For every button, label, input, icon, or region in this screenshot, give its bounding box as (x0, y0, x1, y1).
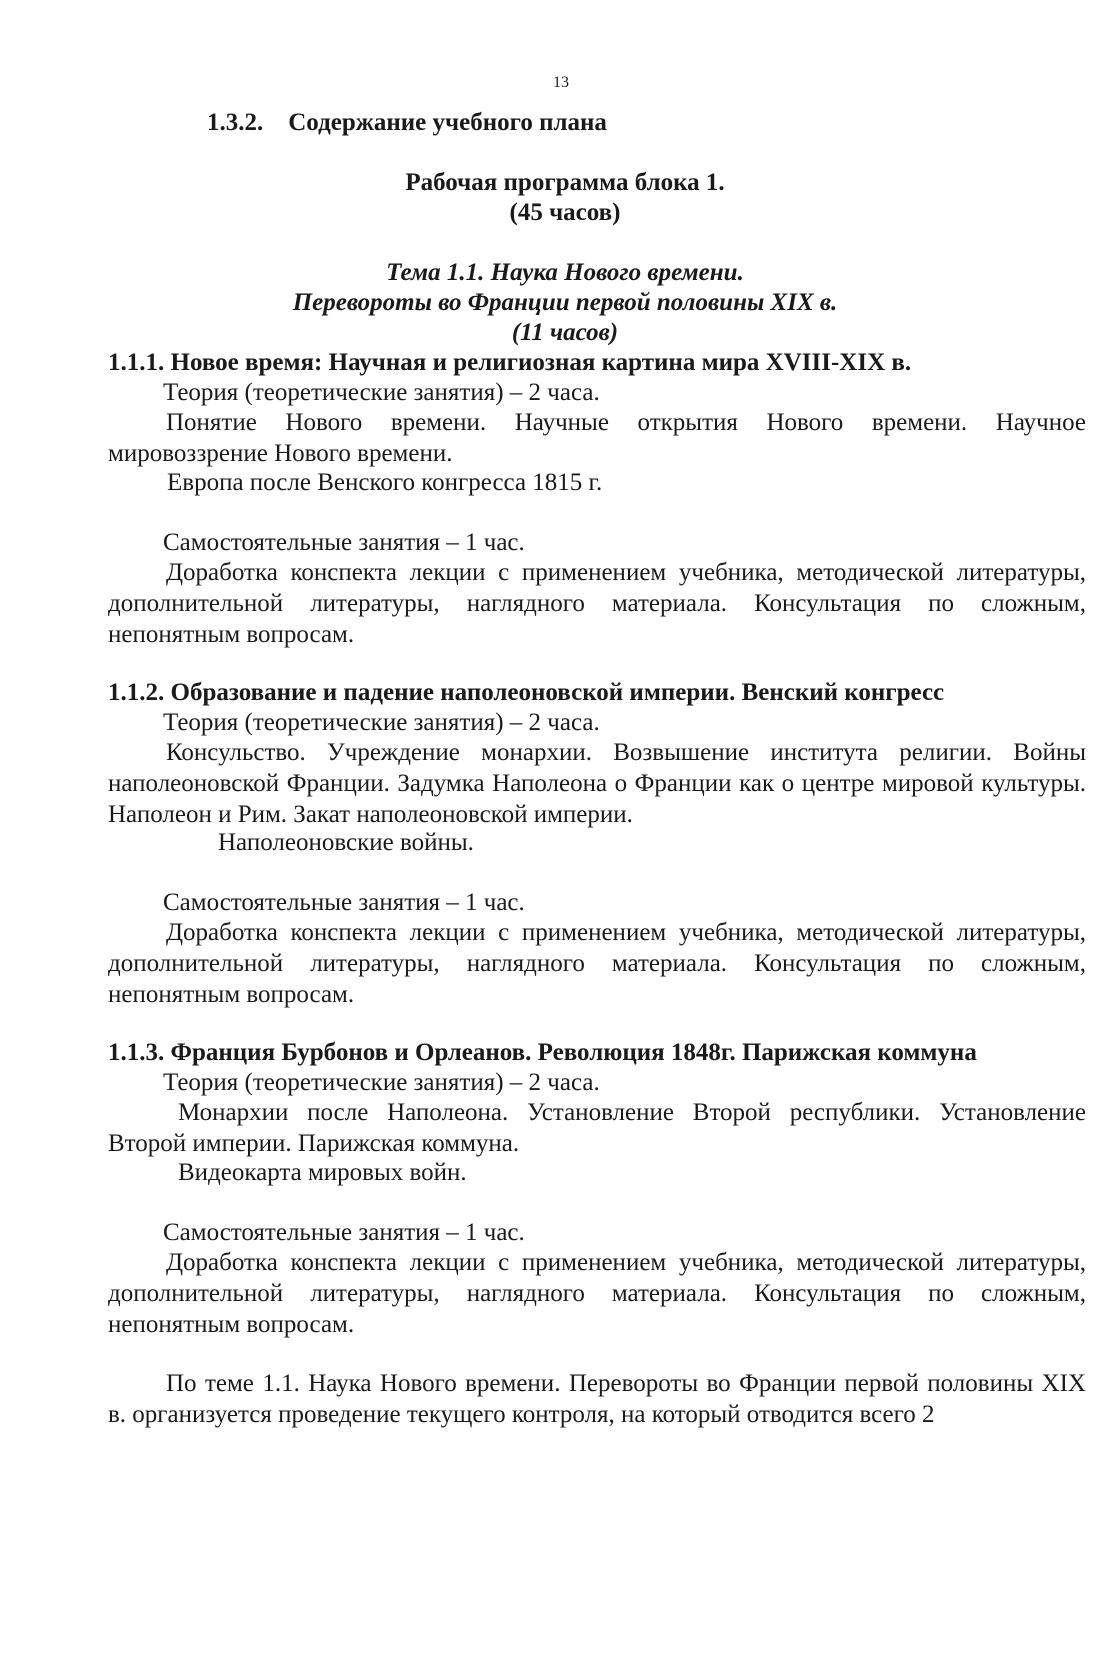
self-study-line: Самостоятельные занятия – 1 час. (163, 889, 525, 916)
self-study-paragraph (108, 917, 1086, 1010)
theory-line: Теория (теоретические занятия) – 2 часа. (163, 379, 600, 406)
content-paragraph (108, 407, 1086, 469)
paragraph-text: Монархии после Наполеона. Установление Второй республики. Установление Второй империи. Парижская коммуна. (108, 1099, 1086, 1157)
paragraph-text: Понятие Нового времени. Научные открытия Нового времени. Научное мировоззрение Нового времени. (108, 409, 1086, 467)
paragraph-text: Доработка конспекта лекции с применением учебника, методической литературы, дополнительной литературы, наглядного материала. Консультация по сложным, непонятным вопросам. (108, 559, 1086, 648)
paragraph-text: Консульство. Учреждение монархии. Возвышение института религии. Войны наполеоновской Франции. Задумка Наполеона о Франции как о центре мировой культуры. Наполеон и Рим. Закат наполеоновской империи. (108, 739, 1086, 828)
self-study-line: Самостоятельные занятия – 1 час. (163, 1219, 525, 1246)
section-heading: 1.3.2. Содержание учебного плана (207, 109, 607, 136)
content-line: Европа после Венского конгресса 1815 г. (167, 469, 603, 496)
theory-line: Теория (теоретические занятия) – 2 часа. (163, 709, 600, 736)
closing-paragraph (108, 1368, 1086, 1430)
paragraph-text: Доработка конспекта лекции с применением учебника, методической литературы, дополнительной литературы, наглядного материала. Консультация по сложным, непонятным вопросам. (108, 1249, 1086, 1338)
subsection-heading-1-1-2: 1.1.2. Образование и падение наполеоновской империи. Венский конгресс (108, 679, 945, 706)
self-study-line: Самостоятельные занятия – 1 час. (163, 529, 525, 556)
self-study-paragraph (108, 1247, 1086, 1340)
program-title: Рабочая программа блока 1. (405, 169, 725, 196)
content-paragraph (108, 737, 1086, 830)
paragraph-text: Доработка конспекта лекции с применением учебника, методической литературы, дополнительной литературы, наглядного материала. Консультация по сложным, непонятным вопросам. (108, 919, 1086, 1008)
paragraph-text: По теме 1.1. Наука Нового времени. Перевороты во Франции первой половины XIX в. организуется проведение текущего контроля, на который отводится всего 2 (108, 1370, 1086, 1428)
page-number: 13 (553, 74, 569, 91)
content-line: Наполеоновские войны. (218, 829, 474, 856)
subsection-heading-1-1-1: 1.1.1. Новое время: Научная и религиозная картина мира XVIII-XIX в. (108, 349, 912, 376)
content-paragraph (108, 1097, 1086, 1159)
self-study-paragraph (108, 557, 1086, 650)
content-line: Видеокарта мировых войн. (178, 1159, 467, 1186)
subsection-heading-1-1-3: 1.1.3. Франция Бурбонов и Орлеанов. Революция 1848г. Парижская коммуна (108, 1039, 977, 1066)
topic-subtitle: Перевороты во Франции первой половины XIX в. (292, 289, 838, 316)
topic-title: Тема 1.1. Наука Нового времени. (386, 259, 744, 286)
program-hours: (45 часов) (509, 199, 621, 226)
topic-hours: (11 часов) (511, 319, 619, 346)
theory-line: Теория (теоретические занятия) – 2 часа. (163, 1069, 600, 1096)
